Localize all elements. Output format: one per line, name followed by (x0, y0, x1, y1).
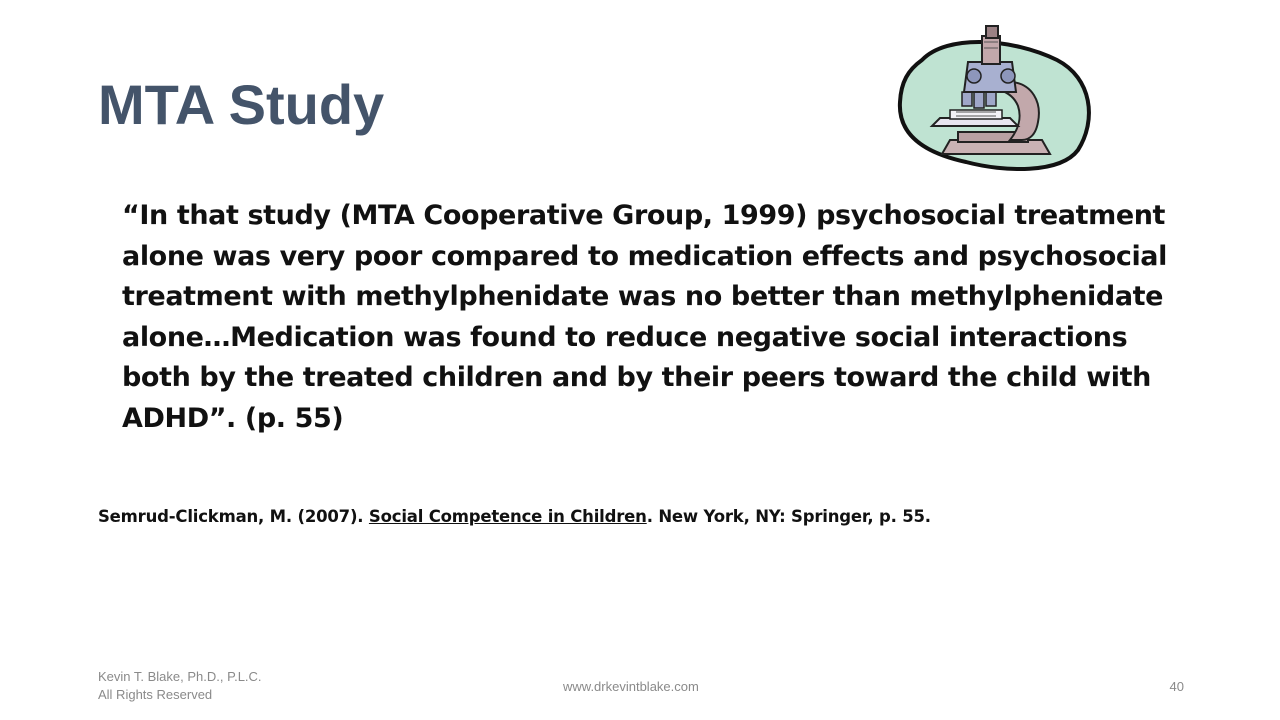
footer-author-line1: Kevin T. Blake, Ph.D., P.L.C. (98, 669, 262, 684)
page-number: 40 (1169, 679, 1184, 694)
citation-book-title: Social Competence in Children (368, 507, 647, 526)
slide-title: MTA Study (98, 73, 385, 136)
microscope-icon (892, 22, 1098, 176)
footer-author-line2: All Rights Reserved (98, 687, 213, 702)
quote-text: “In that study (MTA Cooperative Group, 1999) psychosocial treatment alone was very poor compared to medication effects and psychosocial treatment with methylphenidate was no better than methylphenidate alone…Medication was found to reduce negative social interactions both by the treated children and by their peers toward the child with ADHD”. (p. 55) (122, 200, 1167, 434)
citation-suffix: . New York, NY: Springer, p. 55. (646, 507, 931, 526)
citation (98, 505, 931, 529)
footer-website: www.drkevintblake.com (563, 679, 699, 694)
footer-author (98, 668, 262, 704)
citation-prefix: Semrud-Clickman, M. (2007). (98, 507, 369, 526)
